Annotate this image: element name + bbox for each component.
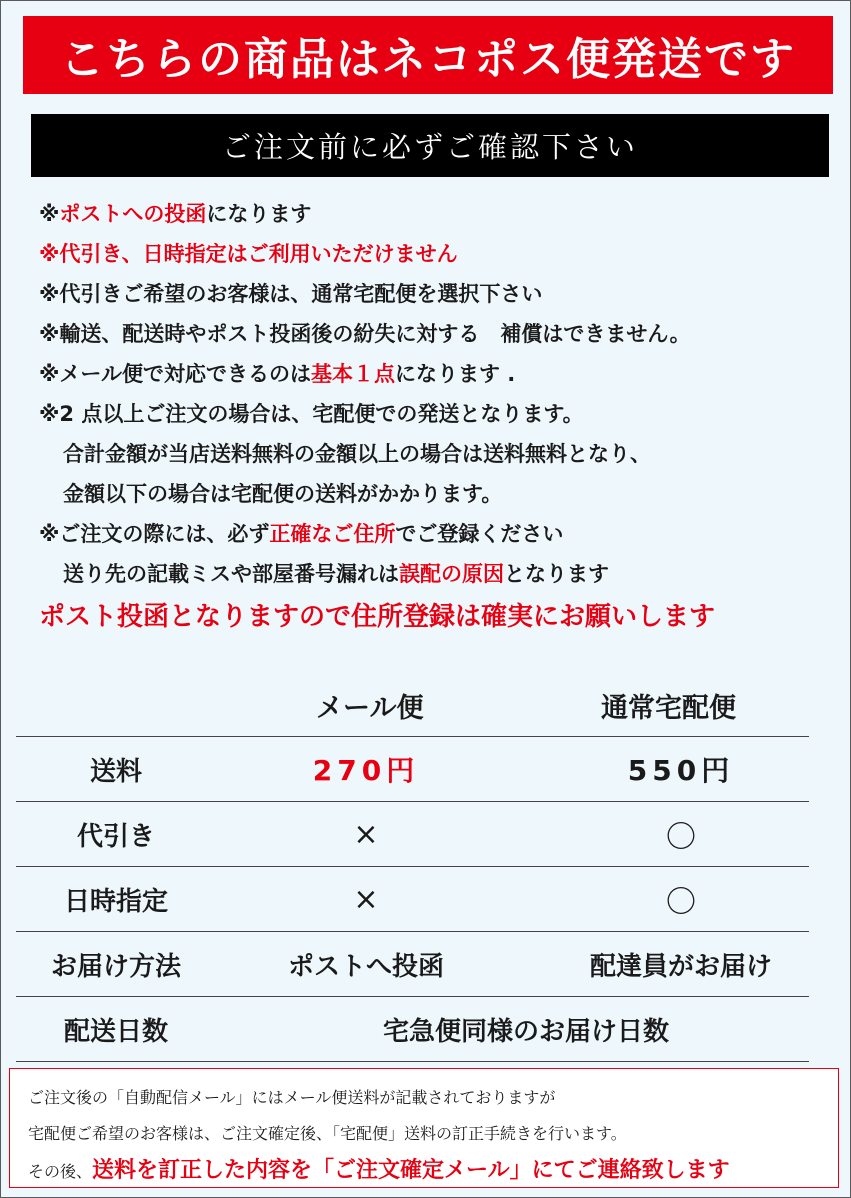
notice-emphasis: 正確なご住所 xyxy=(269,522,396,546)
notice-text: ※2 点以上ご注文の場合は、宅配便での発送となります。 xyxy=(39,402,584,426)
notice-text: となります xyxy=(504,562,609,586)
footer-notice xyxy=(9,1068,839,1188)
page-subtitle: ご注文前に必ずご確認下さい xyxy=(221,130,638,164)
page-title: こちらの商品はネコポス便発送です xyxy=(60,34,796,85)
footer-line-3 xyxy=(28,1153,730,1184)
mail-method: ポストへ投函 xyxy=(287,951,444,982)
notice-text: 金額以下の場合は宅配便の送料がかかります。 xyxy=(63,482,503,506)
title-banner xyxy=(23,16,833,94)
notice-line xyxy=(39,354,839,394)
home-method: 配達員がお届け xyxy=(589,951,772,982)
footer-line-3-emphasis: 送料を訂正した内容を「ご注文確定メール」にてご連絡致します xyxy=(92,1158,730,1183)
notice-emphasis: 基本１点 xyxy=(311,362,395,386)
row-label: 送料 xyxy=(89,756,142,787)
notice-line xyxy=(39,194,839,234)
notice-text: 送り先の記載ミスや部屋番号漏れは xyxy=(63,562,399,586)
column-header-home: 通常宅配便 xyxy=(601,693,736,724)
subtitle-banner xyxy=(31,114,829,177)
notice-line xyxy=(39,274,839,314)
notice-list xyxy=(39,194,839,594)
notice-line xyxy=(39,554,839,594)
footer-line-2: 宅配便ご希望のお客様は、ご注文確定後、「宅配便」送料の訂正手続きを行います。 xyxy=(28,1124,627,1143)
notice-text: ※輸送、配送時やポスト投函後の紛失に対する 補償はできません。 xyxy=(39,322,691,346)
notice-text: でご登録ください xyxy=(395,522,564,546)
notice-emphasis: ポストへの投函 xyxy=(59,202,207,226)
home-fee: 550円 xyxy=(627,754,735,787)
cross-mark-icon: × xyxy=(353,816,379,852)
table-row-shipping-fee xyxy=(16,736,809,801)
table-row-cod xyxy=(16,801,809,866)
footer-line-1: ご注文後の「自動配信メール」にはメール便送料が記載されておりますが xyxy=(28,1088,556,1107)
circle-mark-icon: 〇 xyxy=(666,820,696,855)
notice-text: ※ xyxy=(39,202,60,226)
notice-line xyxy=(39,474,839,514)
notice-text: ※代引きご希望のお客様は、通常宅配便を選択下さい xyxy=(39,282,543,306)
delivery-days-value: 宅急便同様のお届け日数 xyxy=(382,1016,669,1047)
row-label: 配送日数 xyxy=(63,1016,168,1047)
notice-text: になります . xyxy=(395,362,516,386)
notice-text: 合計金額が当店送料無料の金額以上の場合は送料無料となり、 xyxy=(63,442,651,466)
notice-emphasis: 誤配の原因 xyxy=(399,562,504,586)
footer-line-3-prefix: その後、 xyxy=(28,1162,93,1181)
notice-line xyxy=(39,434,839,474)
mail-fee: 270円 xyxy=(312,754,420,787)
table-row-delivery-method xyxy=(16,931,809,996)
row-label: 日時指定 xyxy=(63,886,168,917)
cross-mark-icon: × xyxy=(353,881,379,917)
comparison-table xyxy=(16,676,809,1062)
comparison-header xyxy=(16,676,809,736)
row-label: お届け方法 xyxy=(50,951,181,982)
notice-text: ※ご注文の際には、必ず xyxy=(39,522,270,546)
circle-mark-icon: 〇 xyxy=(666,885,696,920)
notice-text: ※メール便で対応できるのは xyxy=(39,362,311,386)
notice-line xyxy=(39,394,839,434)
notice-line xyxy=(39,514,839,554)
notice-emphasis: ※代引き、日時指定はご利用いただけません xyxy=(39,242,458,266)
notice-line xyxy=(39,314,839,354)
column-header-mail: メール便 xyxy=(316,693,424,724)
notice-text: になります xyxy=(206,202,312,226)
table-row-delivery-days xyxy=(16,996,809,1062)
row-label: 代引き xyxy=(76,821,155,852)
table-row-date-time xyxy=(16,866,809,931)
notice-line xyxy=(39,234,839,274)
address-emphasis: ポスト投函となりますので住所登録は確実にお願いします xyxy=(39,602,716,632)
